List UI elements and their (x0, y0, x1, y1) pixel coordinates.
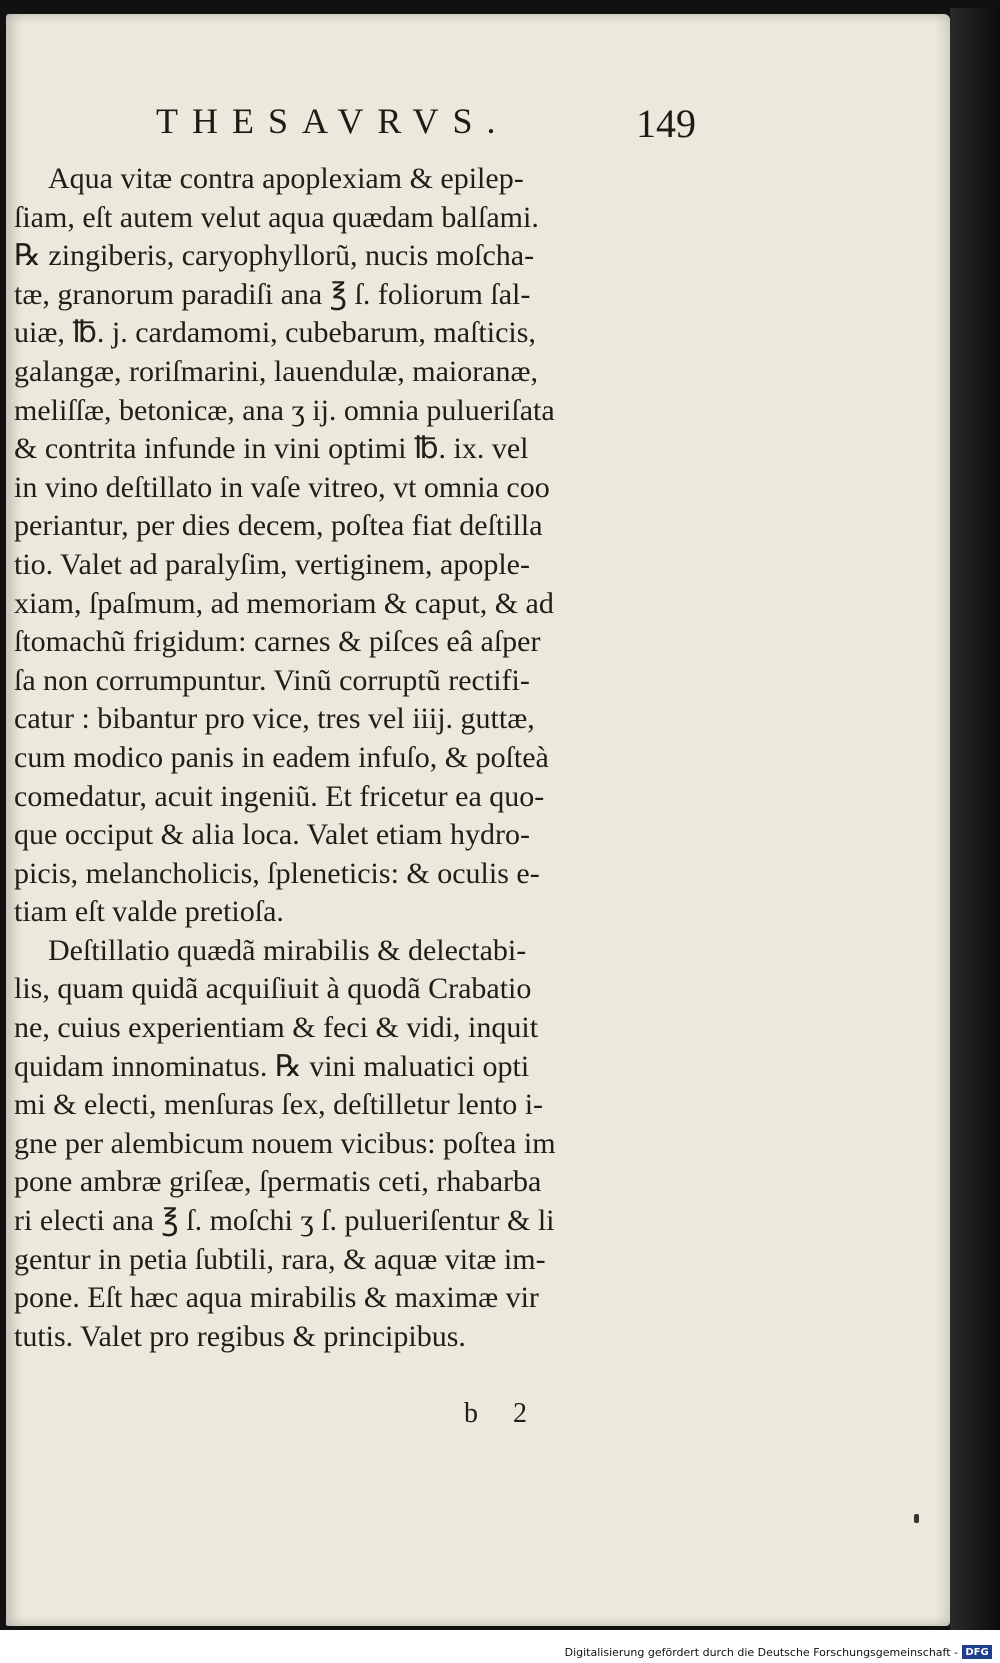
text-line: & contrita infunde in vini optimi ℔. ix. vel (14, 432, 529, 466)
dfg-logo: DFG (962, 1645, 992, 1659)
text-line: pone. Eſt hæc aqua mirabilis & maximæ vir (14, 1281, 539, 1315)
text-line: ſa non corrumpuntur. Vinũ corruptũ rectifi- (14, 663, 530, 697)
text-line: ne, cuius experientiam & feci & vidi, inquit (14, 1011, 539, 1045)
text-line: uiæ, ℔. j. cardamomi, cubebarum, maſticis, (14, 316, 536, 350)
body-text (14, 160, 704, 1356)
signature-mark: b 2 (464, 1398, 541, 1429)
page-number: 149 (636, 101, 696, 146)
text-line: xiam, ſpaſmum, ad memoriam & caput, & ad (14, 586, 554, 620)
credit-text: Digitalisierung gefördert durch die Deutsche Forschungsgemeinschaft - (564, 1645, 958, 1659)
text-line: ſtomachũ frigidum: carnes & piſces eâ aſper (14, 625, 541, 659)
text-line: que occiput & alia loca. Valet etiam hydro- (14, 818, 530, 852)
text-line: comedatur, acuit ingeniũ. Et fricetur ea quo- (14, 779, 545, 813)
text-line: quidam innominatus. ℞ vini maluatici opti (14, 1049, 530, 1083)
text-line: mi & electi, menſuras ſex, deſtilletur lento i- (14, 1088, 544, 1122)
text-line: Aqua vitæ contra apoplexiam & epilep- (48, 162, 524, 195)
text-line: cum modico panis in eadem infuſo, & poſteà (14, 740, 549, 774)
text-line: meliſſæ, betonicæ, ana ʒ ij. omnia pulueriſata (14, 393, 555, 427)
running-title: THESAVRVS. (156, 101, 510, 141)
text-line: Deſtillatio quædã mirabilis & delectabi- (48, 933, 527, 967)
ink-speck (914, 1514, 919, 1523)
book-edge (950, 8, 1000, 1638)
text-line: picis, melancholicis, ſpleneticis: & oculis e- (14, 856, 540, 890)
text-line: gentur in petia ſubtili, rara, & aquæ vitæ im- (14, 1242, 546, 1276)
running-head (156, 100, 696, 150)
book-page (6, 14, 950, 1626)
text-line: catur : bibantur pro vice, tres vel iiij. guttæ, (14, 702, 535, 736)
text-line: periantur, per dies decem, poſtea fiat deſtilla (14, 509, 543, 543)
text-line: ſiam, eſt autem velut aqua quædam balſami. (14, 200, 539, 234)
text-line: tiam eſt valde pretioſa. (14, 895, 284, 929)
text-line: ℞ zingiberis, caryophyllorũ, nucis moſcha- (14, 239, 535, 273)
text-line: ri electi ana ℥ ſ. moſchi ʒ ſ. pulueriſentur & li (14, 1204, 555, 1238)
text-line: gne per alembicum nouem vicibus: poſtea im (14, 1126, 556, 1160)
text-line: galangæ, roriſmarini, lauendulæ, maioranæ, (14, 354, 539, 388)
text-line: tutis. Valet pro regibus & principibus. (14, 1319, 466, 1353)
text-line: tio. Valet ad paralyſim, vertiginem, apople- (14, 547, 530, 581)
digitization-credit (565, 1644, 992, 1660)
text-line: in vino deſtillato in vaſe vitreo, vt omnia coo (14, 470, 550, 504)
text-line: tæ, granorum paradiſi ana ℥ ſ. foliorum ſal- (14, 277, 531, 311)
text-line: lis, quam quidã acquiſiuit à quodã Crabatio (14, 972, 532, 1006)
text-line: pone ambræ griſeæ, ſpermatis ceti, rhabarba (14, 1165, 542, 1199)
